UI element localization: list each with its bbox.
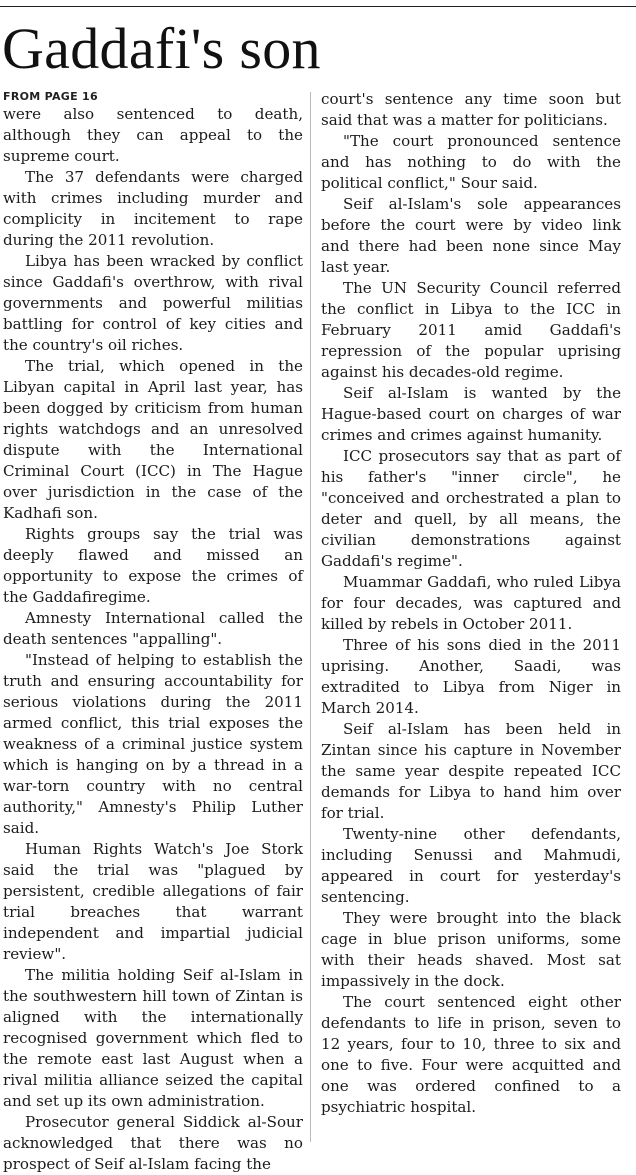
right-column	[321, 89, 621, 1118]
headline: Gaddafi's son	[2, 16, 321, 81]
article-paragraph: They were brought into the black cage in blue prison uniforms, some with their heads shaved. Most sat impassively in the dock.	[321, 909, 621, 990]
article-paragraph: Twenty-nine other defendants, including Senussi and Mahmudi, appeared in court for yesterday's sentencing.	[321, 825, 621, 906]
top-rule	[0, 6, 636, 7]
article-paragraph: The 37 defendants were charged with crimes including murder and complicity in incitement to rape during the 2011 revolution.	[3, 168, 303, 249]
article-paragraph: Rights groups say the trial was deeply flawed and missed an opportunity to expose the crimes of the Gaddafiregime.	[3, 525, 303, 606]
article-paragraph: were also sentenced to death, although they can appeal to the supreme court.	[3, 105, 303, 165]
left-column	[3, 89, 303, 1175]
article-paragraph: Three of his sons died in the 2011 uprising. Another, Saadi, was extradited to Libya from Niger in March 2014.	[321, 636, 621, 717]
article-paragraph: Prosecutor general Siddick al-Sour acknowledged that there was no prospect of Seif al-Islam facing the	[3, 1113, 303, 1173]
article-paragraph: "The court pronounced sentence and has nothing to do with the political conflict," Sour said.	[321, 132, 621, 192]
article-paragraph: "Instead of helping to establish the truth and ensuring accountability for serious violations during the 2011 armed conflict, this trial exposes the weakness of a criminal justice system which is hanging on by a thread in a war-torn country with no central authority," Amnesty's Philip Luther said.	[3, 651, 303, 837]
article-paragraph: Seif al-Islam has been held in Zintan since his capture in November the same year despite repeated ICC demands for Libya to hand him over for trial.	[321, 720, 621, 822]
continued-from-kicker: FROM PAGE 16	[3, 90, 98, 103]
article-paragraph: Human Rights Watch's Joe Stork said the trial was "plagued by persistent, credible allegations of fair trial breaches that warrant independent and impartial judicial review".	[3, 840, 303, 963]
article-paragraph: The trial, which opened in the Libyan capital in April last year, has been dogged by criticism from human rights watchdogs and an unresolved dispute with the International Criminal Court (ICC) in The Hague over jurisdiction in the case of the Kadhafi son.	[3, 357, 303, 522]
article-paragraph: court's sentence any time soon but said that was a matter for politicians.	[321, 90, 621, 129]
column-divider	[310, 92, 311, 1142]
article-paragraph: Amnesty International called the death sentences "appalling".	[3, 609, 303, 648]
article-paragraph: The UN Security Council referred the conflict in Libya to the ICC in February 2011 amid Gaddafi's repression of the popular uprising against his decades-old regime.	[321, 279, 621, 381]
article-paragraph: The court sentenced eight other defendants to life in prison, seven to 12 years, four to 10, three to six and one to five. Four were acquitted and one was ordered confined to a psychiatric hospital.	[321, 993, 621, 1116]
article-paragraph: Seif al-Islam is wanted by the Hague-based court on charges of war crimes and crimes against humanity.	[321, 384, 621, 444]
article-paragraph: Seif al-Islam's sole appearances before the court were by video link and there had been none since May last year.	[321, 195, 621, 276]
article-paragraph: The militia holding Seif al-Islam in the southwestern hill town of Zintan is aligned with the internationally recognised government which fled to the remote east last August when a rival militia alliance seized the capital and set up its own administration.	[3, 966, 303, 1110]
article-paragraph: Muammar Gaddafi, who ruled Libya for four decades, was captured and killed by rebels in October 2011.	[321, 573, 621, 633]
article-paragraph: Libya has been wracked by conflict since Gaddafi's overthrow, with rival governments and powerful militias battling for control of key cities and the country's oil riches.	[3, 252, 303, 354]
article-paragraph: ICC prosecutors say that as part of his father's "inner circle", he "conceived and orchestrated a plan to deter and quell, by all means, the civilian demonstrations against Gaddafi's regime".	[321, 447, 621, 570]
